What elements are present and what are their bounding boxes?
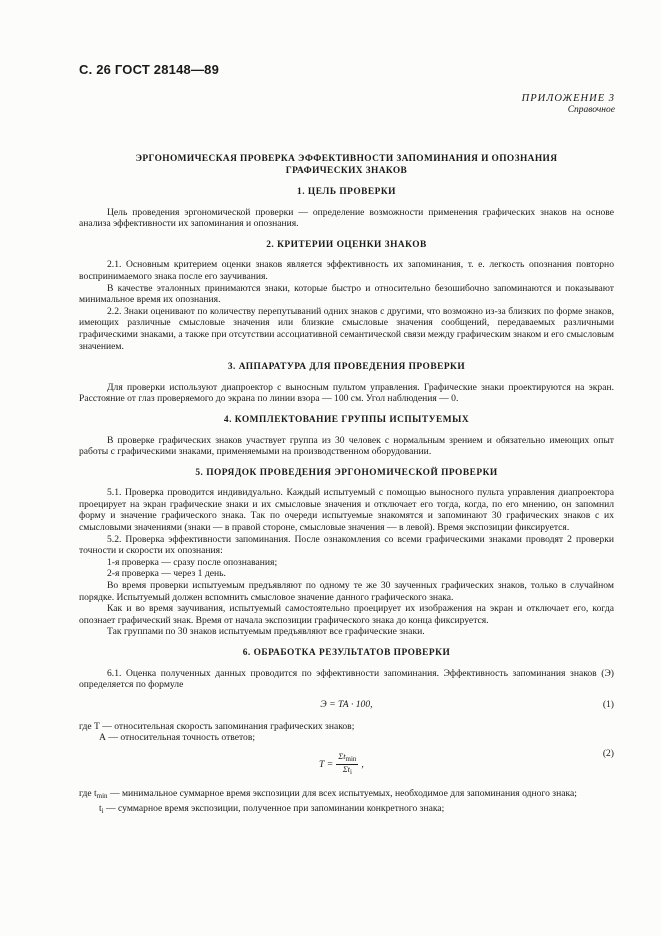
section-2-title: 2. КРИТЕРИИ ОЦЕНКИ ЗНАКОВ xyxy=(266,239,427,250)
section-5-paragraph-2: 5.2. Проверка эффективности запоминания. После ознакомления со всеми графическими знаками проводят 2 проверки точности и скорости их опознания: xyxy=(79,533,614,557)
formula-1 xyxy=(79,699,614,715)
where-ti-label-text: t xyxy=(99,802,102,814)
document-body xyxy=(79,153,614,817)
section-5-paragraph-5: Во время проверки испытуемым предъявляют по одному те же 30 заученных графических знаков, только в случайном порядке. Испытуемый должен вспомнить смысловое значение данного графического знака. xyxy=(79,580,614,603)
where-ti-label xyxy=(99,803,106,818)
section-5-paragraph-1: 5.1. Проверка проводится индивидуально. Каждый испытуемый с помощью выносного пульта управления диапроектора проецирует на экран графические знаки и их смысловые значения и отключает его тогда, когда, по его мнению, он запомнил форму и значение графического знака. Так по очереди испытуемые знакомятся и запоминают 30 графических знаков с их смысловыми значениями (знаки — в правой стороне, смысловые значения — в левой). Время экспозиции фиксируется. xyxy=(79,487,614,534)
section-5-paragraph-3: 1-я проверка — сразу после опознавания; xyxy=(107,556,278,568)
where-ti xyxy=(79,803,614,818)
section-3-paragraph: Для проверки используют диапроектор с выносным пультом управления. Графические знаки проектируются на экран. Расстояние от глаз проверяемого до экрана по линии взора — 100 см. Угол наблюдения — 0. xyxy=(79,381,614,405)
formula-2 xyxy=(79,746,614,784)
section-1-title: 1. ЦЕЛЬ ПРОВЕРКИ xyxy=(297,187,396,197)
formula-2-numerator xyxy=(336,752,358,765)
where-tmin-label xyxy=(79,788,110,803)
section-6-title: 6. ОБРАБОТКА РЕЗУЛЬТАТОВ ПРОВЕРКИ xyxy=(242,648,451,658)
where-ti-text: — суммарное время экспозиции, полученное при запоминании конкретного знака; xyxy=(106,802,445,814)
section-6-paragraph-1: 6.1. Оценка полученных данных проводится по эффективности запоминания. Эффективность запоминания знаков (Э) определяется по формуле xyxy=(79,667,614,691)
section-2-paragraph-1: 2.1. Основным критерием оценки знаков является эффективность их запоминания, т. е. легкость опознания повторно воспринимаемого знака после его заучивания. xyxy=(79,259,614,282)
formula-2-fraction xyxy=(336,752,358,777)
formula-2-denominator-sub: i xyxy=(350,767,352,776)
where-T: где Т — относительная скорость запоминания графических знаков; xyxy=(79,720,355,732)
document-title xyxy=(79,153,614,177)
where-tmin-text: — минимальное суммарное время экспозиции для всех испытуемых, необходимое для запоминания одного знака; xyxy=(109,787,577,799)
formula-2-tail: , xyxy=(361,758,364,770)
where-tmin-label-sub: min xyxy=(96,791,108,800)
formula-2-denominator-text: Σt xyxy=(342,764,350,774)
section-5-paragraph-7: Так группами по 30 знаков испытуемым предъявляют все графические знаки. xyxy=(107,626,425,638)
section-5-title: 5. ПОРЯДОК ПРОВЕДЕНИЯ ЭРГОНОМИЧЕСКОЙ ПРОВЕРКИ xyxy=(195,467,498,478)
document-title-line-2: ГРАФИЧЕСКИХ ЗНАКОВ xyxy=(285,166,408,176)
section-4-title: 4. КОМПЛЕКТОВАНИЕ ГРУППЫ ИСПЫТУЕМЫХ xyxy=(223,414,470,425)
section-2-paragraph-2: В качестве эталонных принимаются знаки, которые быстро и относительно безошибочно запоминаются и показывают минимальное время их опознания. xyxy=(79,282,614,306)
appendix-subtitle: Справочное xyxy=(567,105,615,115)
formula-2-denominator xyxy=(341,765,354,777)
where-tmin-label-text: где t xyxy=(79,787,97,799)
appendix-label xyxy=(522,93,615,115)
section-5-paragraph-4: 2-я проверка — через 1 день. xyxy=(107,568,226,580)
formula-2-numerator-text: Σt xyxy=(338,751,346,761)
section-5-paragraph-6: Как и во время заучивания, испытуемый самостоятельно проецирует их изображения на экран и отключает его, когда опознает графический знак. Время от начала экспозиции графического знака до конца фиксируется. xyxy=(79,603,614,626)
where-A: А — относительная точность ответов; xyxy=(99,732,256,744)
appendix-title: ПРИЛОЖЕНИЕ 3 xyxy=(521,93,615,104)
section-3-title: 3. АППАРАТУРА ДЛЯ ПРОВЕДЕНИЯ ПРОВЕРКИ xyxy=(227,362,466,373)
formula-1-expression: Э = ТА · 100, xyxy=(320,698,373,710)
formula-2-lhs: Т = xyxy=(319,758,334,770)
formula-2-numerator-sub: min xyxy=(345,754,357,763)
section-1-paragraph: Цель проведения эргономической проверки — определение возможности применения графических знаков на основе анализа эффективности их запоминания и опознания. xyxy=(79,206,614,230)
where-ti-label-sub: i xyxy=(101,806,104,815)
section-4-paragraph: В проверке графических знаков участвует группа из 30 человек с нормальным зрением и обязательно имеющих опыт работы с графическими знаками, применяемыми на производственном оборудовании. xyxy=(79,434,614,458)
where-tmin xyxy=(79,788,614,803)
formula-2-number: (2) xyxy=(602,747,614,759)
section-2-paragraph-3: 2.2. Знаки оценивают по количеству перепутываний одних знаков с другими, что возможно из-за близких по форме знаков, имеющих различные смысловые значения или близкие смысловые значения сообщений, передаваемых различными графическими знаками, а также при отсутствии ассоциативной семантической связи между графическим знаком и его смысловым значением. xyxy=(79,305,614,352)
document-title-line-1: ЭРГОНОМИЧЕСКАЯ ПРОВЕРКА ЭФФЕКТИВНОСТИ ЗАПОМИНАНИЯ И ОПОЗНАНИЯ xyxy=(135,154,558,164)
formula-2-expression xyxy=(319,752,364,777)
page-header: С. 26 ГОСТ 28148—89 xyxy=(79,62,220,77)
formula-1-number: (1) xyxy=(602,698,614,710)
